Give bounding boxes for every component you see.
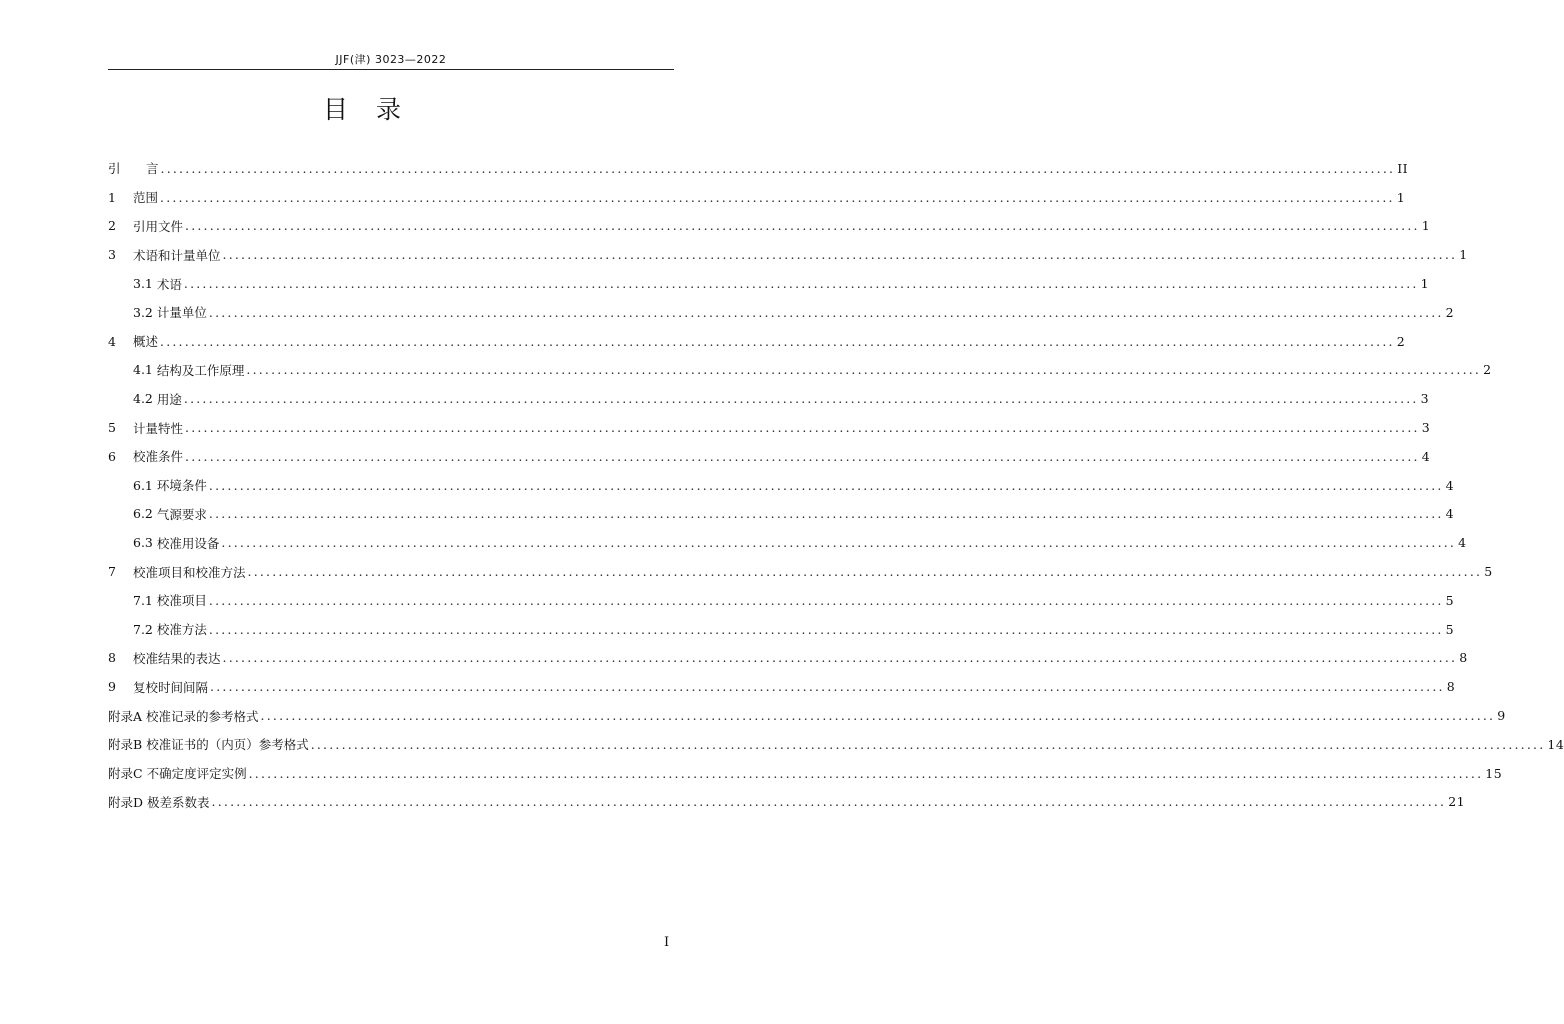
toc-leader-dots: ........................................................................................................................................................................................................ bbox=[183, 276, 1419, 292]
toc-entry[interactable] bbox=[108, 471, 1455, 500]
toc-leader-dots: ........................................................................................................................................................................................................ bbox=[160, 160, 1396, 176]
toc-entry-page: 8 bbox=[1459, 650, 1468, 666]
toc-entry-title: 术语 bbox=[156, 276, 182, 292]
toc-leader-dots: ........................................................................................................................................................................................................ bbox=[246, 362, 1482, 378]
toc-entry-title: 范围 bbox=[133, 190, 159, 206]
toc-entry[interactable] bbox=[108, 442, 1431, 471]
toc-entry-title: 计量特性 bbox=[133, 420, 184, 436]
toc-leader-dots: ........................................................................................................................................................................................................ bbox=[160, 333, 1395, 349]
toc-entry-page: II bbox=[1397, 160, 1409, 176]
toc-entry-number: 3.1 bbox=[133, 276, 153, 292]
toc-entry[interactable] bbox=[108, 500, 1455, 529]
toc-entry-title: 校准方法 bbox=[156, 622, 207, 638]
toc-entry-title: 气源要求 bbox=[156, 506, 207, 522]
toc-entry-page: 9 bbox=[1497, 708, 1506, 724]
toc-entry-page: 5 bbox=[1484, 564, 1493, 580]
toc-entry-number: 附录D bbox=[108, 794, 144, 810]
toc-entry[interactable] bbox=[108, 298, 1455, 327]
toc-leader-dots: ........................................................................................................................................................................................................ bbox=[208, 506, 1444, 522]
toc-entry[interactable] bbox=[108, 701, 1506, 730]
toc-entry-title: 言 bbox=[146, 161, 159, 177]
page-title: 目录 bbox=[322, 95, 429, 124]
toc-entry-number: 附录C bbox=[108, 766, 143, 782]
toc-entry[interactable] bbox=[108, 384, 1430, 413]
toc-entry-number: 附录B bbox=[108, 737, 143, 753]
toc-leader-dots: ........................................................................................................................................................................................................ bbox=[183, 391, 1419, 407]
toc-entry-page: 14 bbox=[1547, 736, 1564, 752]
toc-entry-number: 9 bbox=[108, 679, 116, 695]
toc-leader-dots: ........................................................................................................................................................................................................ bbox=[208, 304, 1444, 320]
toc-entry-page: 5 bbox=[1445, 592, 1455, 608]
toc-entry[interactable] bbox=[108, 212, 1431, 241]
toc-entry-number: 5 bbox=[108, 420, 116, 436]
running-header: JJF(津) 3023—2022 bbox=[335, 53, 447, 66]
toc-leader-dots: ........................................................................................................................................................................................................ bbox=[210, 679, 1445, 695]
toc-leader-dots: ........................................................................................................................................................................................................ bbox=[211, 794, 1447, 810]
toc-entry-page: 4 bbox=[1421, 448, 1431, 464]
toc-entry[interactable] bbox=[108, 759, 1503, 788]
toc-entry-number: 3 bbox=[108, 247, 116, 263]
toc-entry[interactable] bbox=[108, 154, 1409, 183]
toc-entry-title: 引用文件 bbox=[133, 218, 184, 234]
toc-leader-dots: ........................................................................................................................................................................................................ bbox=[208, 621, 1444, 637]
toc-entry-number: 6 bbox=[108, 448, 116, 464]
toc-entry-title: 结构及工作原理 bbox=[156, 362, 245, 378]
toc-entry-number: 附录A bbox=[108, 708, 143, 724]
toc-entry-number: 4.1 bbox=[133, 362, 153, 378]
toc-leader-dots: ........................................................................................................................................................................................................ bbox=[310, 736, 1546, 752]
toc-entry[interactable] bbox=[108, 788, 1466, 817]
toc-entry[interactable] bbox=[108, 356, 1492, 385]
table-of-contents bbox=[108, 154, 1564, 816]
toc-entry-page: 1 bbox=[1459, 247, 1468, 263]
toc-entry-number: 4 bbox=[108, 333, 116, 349]
toc-entry-page: 15 bbox=[1485, 765, 1503, 781]
toc-entry-title: 校准项目和校准方法 bbox=[133, 564, 246, 580]
toc-entry-title: 校准条件 bbox=[133, 449, 184, 465]
toc-entry-number: 8 bbox=[108, 650, 116, 666]
toc-leader-dots: ........................................................................................................................................................................................................ bbox=[185, 218, 1420, 234]
toc-entry-number: 4.2 bbox=[133, 391, 153, 407]
toc-entry-page: 4 bbox=[1458, 535, 1467, 551]
toc-leader-dots: ........................................................................................................................................................................................................ bbox=[221, 535, 1457, 551]
toc-entry-number: 6.3 bbox=[133, 535, 153, 551]
toc-leader-dots: ........................................................................................................................................................................................................ bbox=[260, 708, 1496, 724]
toc-entry-page: 3 bbox=[1420, 391, 1430, 407]
toc-entry[interactable] bbox=[108, 240, 1468, 269]
toc-entry[interactable] bbox=[108, 413, 1431, 442]
toc-entry[interactable] bbox=[108, 327, 1406, 356]
toc-entry-page: 2 bbox=[1396, 333, 1406, 349]
toc-entry-number: 1 bbox=[108, 189, 116, 205]
toc-entry-page: 2 bbox=[1483, 362, 1492, 378]
toc-entry-number: 6.2 bbox=[133, 506, 153, 522]
toc-entry-page: 4 bbox=[1445, 477, 1455, 493]
toc-entry[interactable] bbox=[108, 269, 1430, 298]
toc-entry-page: 4 bbox=[1445, 506, 1455, 522]
toc-entry-page: 8 bbox=[1446, 679, 1456, 695]
toc-entry-number: 7.1 bbox=[133, 592, 153, 608]
footer-page-number: I bbox=[664, 935, 670, 950]
toc-leader-dots: ........................................................................................................................................................................................................ bbox=[185, 420, 1420, 436]
toc-entry[interactable] bbox=[108, 644, 1468, 673]
toc-entry-number: 3.2 bbox=[133, 304, 153, 320]
toc-entry-title: 校准证书的（内页）参考格式 bbox=[146, 737, 309, 753]
toc-leader-dots: ........................................................................................................................................................................................................ bbox=[208, 477, 1444, 493]
toc-leader-dots: ........................................................................................................................................................................................................ bbox=[222, 650, 1458, 666]
toc-entry-page: 3 bbox=[1421, 420, 1431, 436]
toc-leader-dots: ........................................................................................................................................................................................................ bbox=[208, 592, 1444, 608]
toc-entry[interactable] bbox=[108, 183, 1406, 212]
toc-entry-title: 校准用设备 bbox=[156, 535, 220, 551]
toc-entry-page: 1 bbox=[1421, 218, 1431, 234]
toc-leader-dots: ........................................................................................................................................................................................................ bbox=[160, 189, 1395, 205]
toc-entry-title: 术语和计量单位 bbox=[133, 247, 221, 263]
toc-leader-dots: ........................................................................................................................................................................................................ bbox=[247, 564, 1483, 580]
toc-entry-title: 用途 bbox=[156, 391, 182, 407]
toc-entry-title: 校准结果的表达 bbox=[133, 650, 221, 666]
toc-entry-title: 概述 bbox=[133, 334, 159, 350]
toc-entry[interactable] bbox=[108, 528, 1467, 557]
toc-entry-page: 1 bbox=[1396, 189, 1406, 205]
toc-entry-title: 校准项目 bbox=[156, 593, 207, 609]
toc-entry-number: 7 bbox=[108, 564, 116, 580]
toc-entry-page: 2 bbox=[1445, 304, 1455, 320]
toc-leader-dots: ........................................................................................................................................................................................................ bbox=[222, 247, 1458, 263]
toc-entry-title: 计量单位 bbox=[156, 305, 207, 321]
toc-entry-page: 1 bbox=[1420, 276, 1430, 292]
toc-entry-page: 21 bbox=[1448, 794, 1466, 810]
toc-entry-title: 复校时间间隔 bbox=[133, 679, 209, 695]
toc-entry[interactable] bbox=[108, 615, 1455, 644]
toc-entry-number: 引 bbox=[108, 161, 121, 177]
toc-entry[interactable] bbox=[108, 557, 1493, 586]
toc-entry[interactable] bbox=[108, 586, 1455, 615]
toc-entry-title: 环境条件 bbox=[156, 478, 207, 494]
toc-entry[interactable] bbox=[108, 730, 1564, 759]
toc-entry-title: 校准记录的参考格式 bbox=[146, 708, 259, 724]
toc-leader-dots: ........................................................................................................................................................................................................ bbox=[185, 448, 1420, 464]
toc-entry[interactable] bbox=[108, 672, 1456, 701]
header-rule bbox=[108, 69, 674, 70]
toc-entry-title: 不确定度评定实例 bbox=[146, 766, 247, 782]
toc-entry-number: 2 bbox=[108, 218, 116, 234]
toc-entry-number: 7.2 bbox=[133, 621, 153, 637]
toc-entry-title: 极差系数表 bbox=[147, 794, 210, 810]
toc-entry-page: 5 bbox=[1445, 621, 1455, 637]
toc-leader-dots: ........................................................................................................................................................................................................ bbox=[248, 765, 1484, 781]
toc-entry-number: 6.1 bbox=[133, 477, 153, 493]
